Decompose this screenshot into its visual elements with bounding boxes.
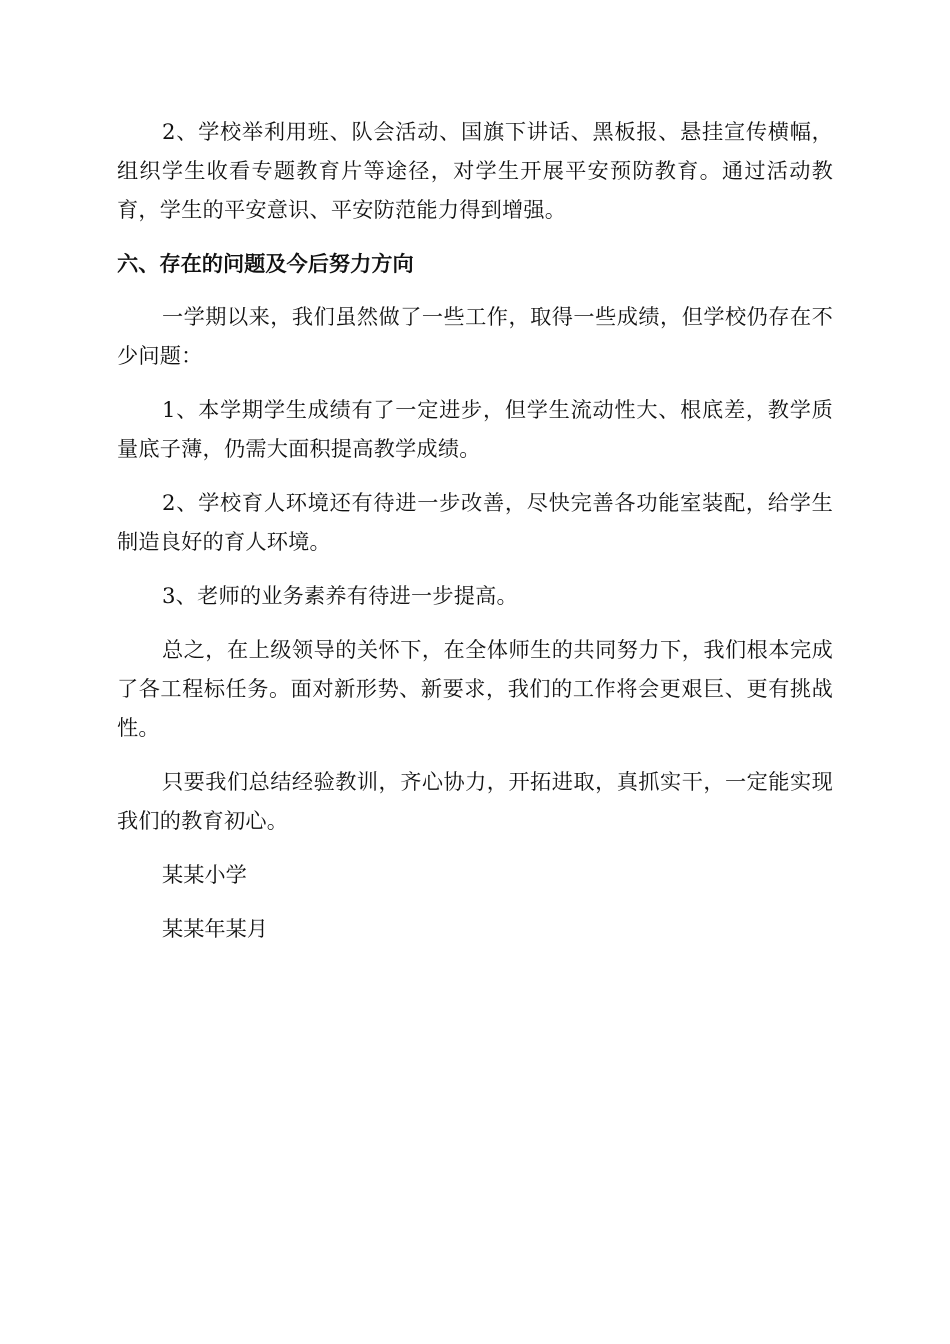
section-heading: 六、存在的问题及今后努力方向 xyxy=(117,251,414,276)
paragraph-summary: 总之，在上级领导的关怀下，在全体师生的共同努力下，我们根本完成了各工程标任务。面对新形势、新要求，我们的工作将会更艰巨、更有挑战性。 xyxy=(117,637,833,740)
signature-date: 某某年某月 xyxy=(162,916,268,941)
paragraph-issue-1: 1、本学期学生成绩有了一定进步，但学生流动性大、根底差，教学质量底子薄，仍需大面积提高教学成绩。 xyxy=(117,397,833,461)
document-body xyxy=(117,112,833,963)
paragraph-safety-education: 2、学校举利用班、队会活动、国旗下讲话、黑板报、悬挂宣传横幅，组织学生收看专题教育片等途径，对学生开展平安预防教育。通过活动教育，学生的平安意识、平安防范能力得到增强。 xyxy=(117,119,833,222)
paragraph-issue-3: 3、老师的业务素养有待进一步提高。 xyxy=(162,583,518,608)
paragraph-intro: 一学期以来，我们虽然做了一些工作，取得一些成绩，但学校仍存在不少问题： xyxy=(117,304,833,368)
signature-organization: 某某小学 xyxy=(162,862,247,887)
paragraph-closing: 只要我们总结经验教训，齐心协力，开拓进取，真抓实干，一定能实现我们的教育初心。 xyxy=(117,769,833,833)
paragraph-issue-2: 2、学校育人环境还有待进一步改善，尽快完善各功能室装配，给学生制造良好的育人环境。 xyxy=(117,490,833,554)
